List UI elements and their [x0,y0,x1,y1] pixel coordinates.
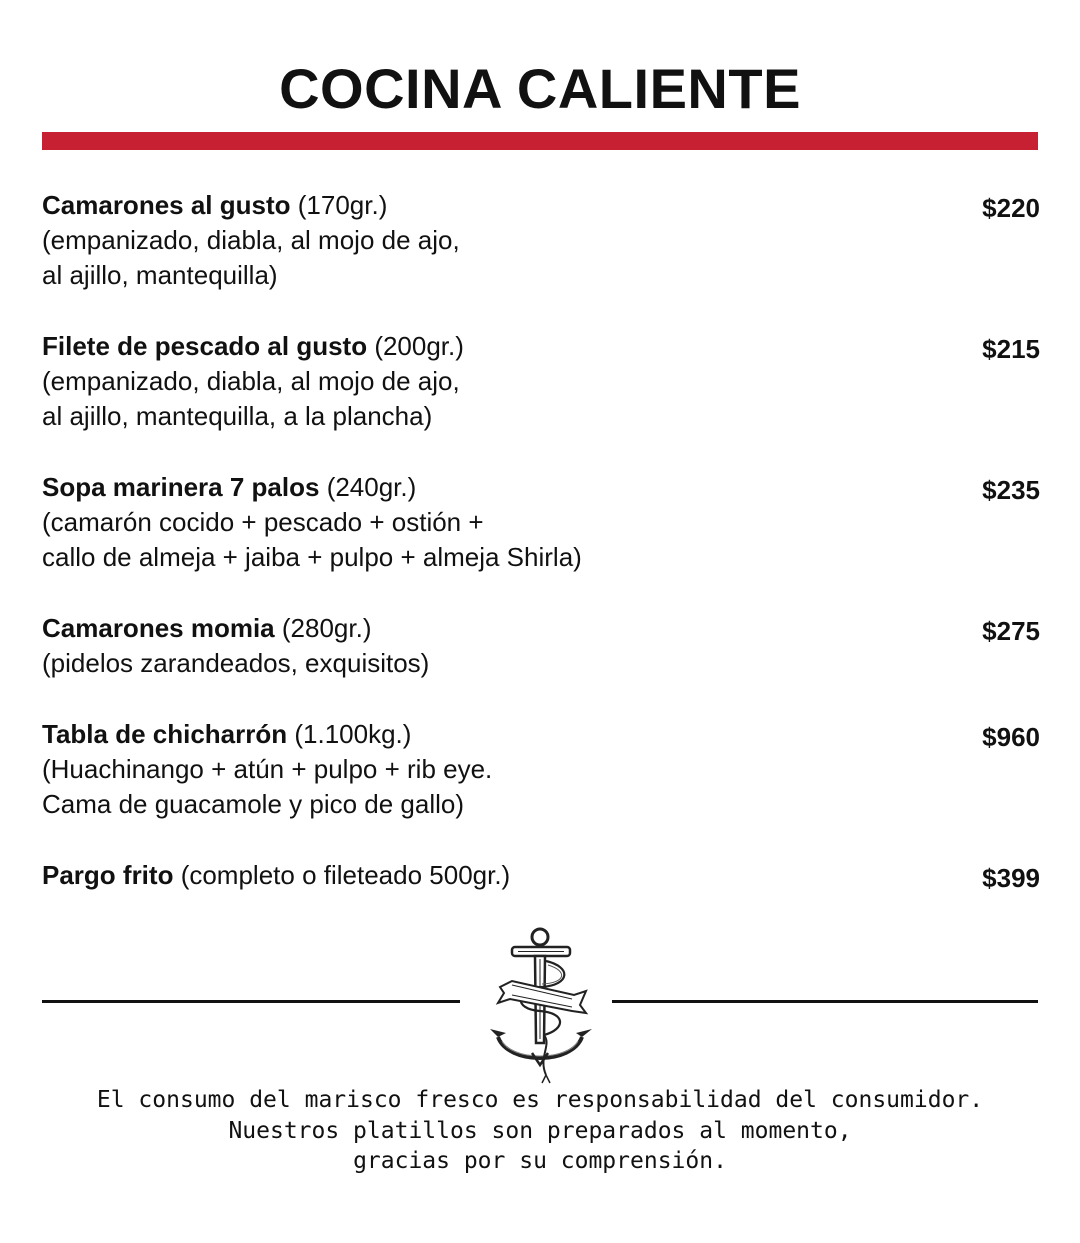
menu-item-detail: (Huachinango + atún + pulpo + rib eye. [42,754,493,784]
menu-item-name: Camarones momia [42,613,275,643]
menu-item [42,717,1040,822]
divider-line-right [612,1000,1038,1003]
menu-item-weight: (240gr.) [326,472,417,502]
menu-item [42,858,1040,893]
menu-item [42,470,1040,575]
footer-line: gracias por su comprensión. [353,1148,727,1174]
menu-item-detail: al ajillo, mantequilla) [42,260,278,290]
footer-line: Nuestros platillos son preparados al momento, [228,1117,852,1144]
menu-item-heading [42,470,1040,505]
menu-item-price: $399 [982,863,1040,893]
menu-item-price: $220 [982,193,1040,223]
menu-item-name: Sopa marinera 7 palos [42,472,320,502]
menu-item [42,329,1040,434]
menu-item-detail: Cama de guacamole y pico de gallo) [42,789,465,819]
menu-item-name: Filete de pescado al gusto [42,331,368,361]
menu-item-detail: (camarón cocido + pescado + ostión + [42,507,484,537]
title-underline-bar [42,132,1038,150]
menu-item-weight: (completo o fileteado 500gr.) [180,860,511,890]
page-title: COCINA CALIENTE [279,57,801,120]
menu-item-heading [42,329,1040,364]
menu-item-detail: (empanizado, diabla, al mojo de ajo, [42,225,460,255]
menu-item-detail: (pidelos zarandeados, exquisitos) [42,648,430,678]
footer-line: El consumo del marisco fresco es responsabilidad del consumidor. [96,1087,984,1113]
menu-item-price: $275 [982,616,1040,646]
menu-item-name: Tabla de chicharrón [42,719,288,749]
menu-item-heading [42,188,1040,223]
menu-item-weight: (1.100kg.) [294,719,412,749]
menu-item [42,611,1040,681]
menu-item-heading [42,858,1040,893]
menu-item-detail: (empanizado, diabla, al mojo de ajo, [42,366,460,396]
menu-item-price: $235 [982,475,1040,505]
menu-list [42,188,1040,893]
anchor-icon [482,925,602,1085]
menu-item-heading [42,611,1040,646]
menu-item-price: $215 [982,334,1040,364]
menu-item-heading [42,717,1040,752]
menu-item-name: Camarones al gusto [42,190,291,220]
menu-item-detail: al ajillo, mantequilla, a la plancha) [42,401,433,431]
menu-item-detail: callo de almeja + jaiba + pulpo + almeja Shirla) [42,542,582,572]
footer-disclaimer [0,1085,1080,1177]
menu-item-weight: (170gr.) [297,190,388,220]
divider-line-left [42,1000,460,1003]
menu-item-price: $960 [982,722,1040,752]
menu-item-weight: (280gr.) [281,613,372,643]
menu-item [42,188,1040,293]
menu-item-weight: (200gr.) [374,331,464,361]
menu-item-name: Pargo frito [42,860,174,890]
